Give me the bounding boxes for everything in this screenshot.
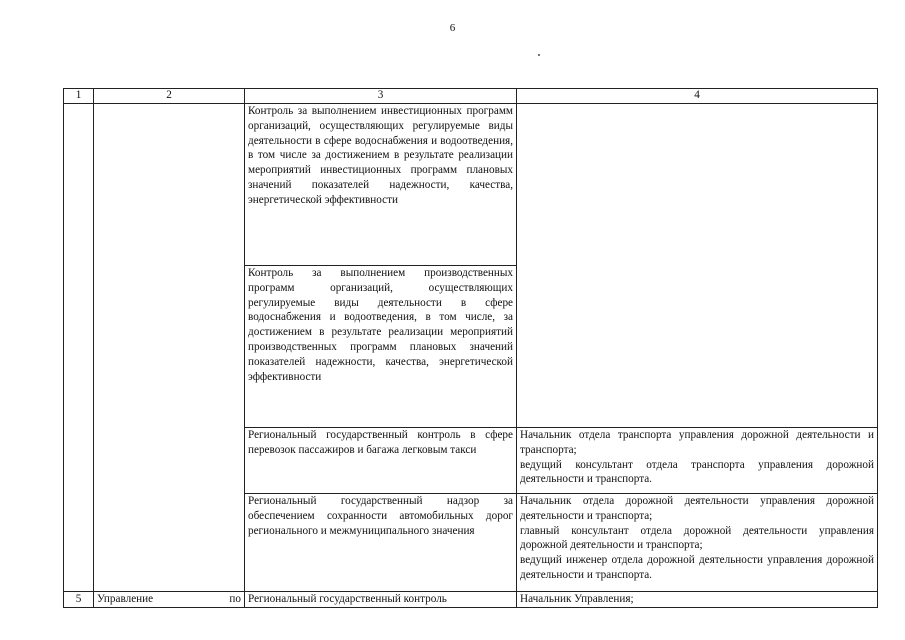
table-row — [64, 104, 878, 266]
scan-speck — [538, 54, 540, 56]
page-number: 6 — [449, 22, 456, 34]
cell-col-1 — [64, 494, 94, 592]
table-header-row — [64, 89, 878, 104]
table-row — [64, 494, 878, 592]
cell-col-2 — [94, 266, 245, 428]
official-line: Начальник отдела транспорта управления дорожной деятельности и транспорта; — [520, 429, 874, 456]
cell-officials-empty — [517, 266, 878, 428]
header-col-2: 2 — [94, 89, 245, 104]
header-col-4: 4 — [517, 89, 878, 104]
official-line: Начальник отдела дорожной деятельности управления дорожной деятельности и транспорта; — [520, 495, 874, 522]
table-row — [64, 266, 878, 428]
cell-department — [94, 592, 245, 608]
cell-control-regional: Региональный государственный контроль — [245, 592, 517, 608]
cell-col-2 — [94, 494, 245, 592]
cell-officials-empty — [517, 104, 878, 266]
cell-control-production: Контроль за выполнением производственных программ организаций, осуществляющих регулируемые виды деятельности в сфере водоснабжения и водоотведения, в том числе, за достижением в результате реализации мероприятий производственных программ плановых значений показателей надежности, качества, энергетической эффективности — [245, 266, 517, 428]
header-col-1: 1 — [64, 89, 94, 104]
department-preposition: по — [229, 593, 241, 605]
cell-col-1 — [64, 104, 94, 266]
official-line: главный консультант отдела дорожной деятельности управления дорожной деятельности и транспорта; — [520, 524, 874, 552]
official-line: ведущий инженер отдела дорожной деятельности управления дорожной деятельности и транспорта. — [520, 554, 874, 581]
table-row — [64, 428, 878, 494]
cell-control-taxi: Региональный государственный контроль в сфере перевозок пассажиров и багажа легковым такси — [245, 428, 517, 494]
cell-control-investment: Контроль за выполнением инвестиционных программ организаций, осуществляющих регулируемые виды деятельности в сфере водоснабжения и водоотведения, в том числе за достижением в результате реализации мероприятий инвестиционных программ плановых значений показателей надежности, качества, энергетической эффективности — [245, 104, 517, 266]
cell-row-number: 5 — [64, 592, 94, 608]
responsibility-table — [63, 88, 878, 608]
table-row — [64, 592, 878, 608]
cell-col-1 — [64, 428, 94, 494]
cell-officials-roads — [517, 494, 878, 592]
official-line: ведущий консультант отдела транспорта управления дорожной деятельности и транспорта. — [520, 458, 874, 486]
header-col-3: 3 — [245, 89, 517, 104]
cell-col-2 — [94, 428, 245, 494]
department-word: Управление — [97, 593, 154, 605]
cell-control-roads: Региональный государственный надзор за обеспечением сохранности автомобильных дорог регионального и межмуниципального значения — [245, 494, 517, 592]
cell-officials-head: Начальник Управления; — [517, 592, 878, 608]
cell-col-2 — [94, 104, 245, 266]
cell-officials-taxi — [517, 428, 878, 494]
cell-col-1 — [64, 266, 94, 428]
